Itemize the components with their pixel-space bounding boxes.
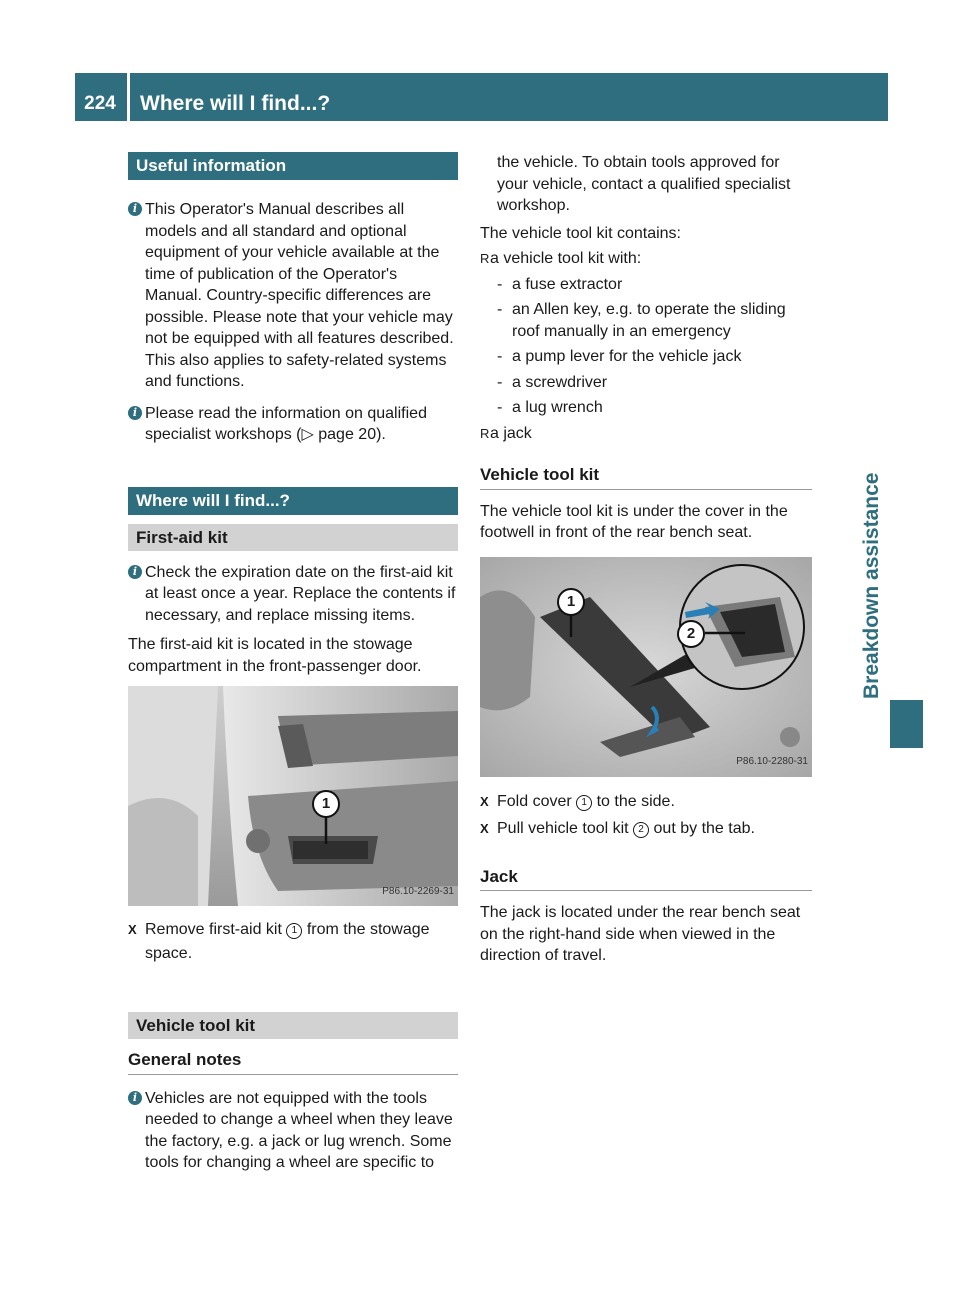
page-title: Where will I find...? xyxy=(140,92,331,115)
jack-location: The jack is located under the rear bench seat on the right-hand side when viewed in the direction of travel. xyxy=(480,904,801,964)
info-icon: i xyxy=(128,202,142,216)
info-icon: i xyxy=(128,1091,142,1105)
step-text: out by the tab. xyxy=(653,820,755,837)
continued-text: the vehicle. To obtain tools approved for your vehicle, contact a qualified specialist workshop. xyxy=(497,154,791,214)
dash-marker: - xyxy=(497,301,503,318)
sub-list-item xyxy=(480,346,812,368)
info-note-text: Check the expiration date on the first-aid kit at least once a year. Replace the contents if necessary, and replace missing items. xyxy=(145,563,456,624)
list-item xyxy=(480,248,812,270)
side-tab-block xyxy=(890,700,923,748)
useful-info-heading: Useful information xyxy=(128,152,458,180)
contains-intro: The vehicle tool kit contains: xyxy=(480,224,681,242)
callout-2: 2 xyxy=(677,620,705,648)
step-marker: X xyxy=(480,821,489,836)
door-illustration xyxy=(128,686,458,906)
list-item-text: a jack xyxy=(490,424,532,442)
header-divider xyxy=(127,73,130,121)
sub-item-text: a lug wrench xyxy=(512,399,603,416)
contents-list xyxy=(480,248,812,444)
step-text: to the side. xyxy=(596,792,675,810)
figure-code: P86.10-2280-31 xyxy=(736,756,808,767)
where-heading: Where will I find...? xyxy=(128,487,458,515)
step-fold-cover xyxy=(480,791,812,813)
callout-ref-1: 1 xyxy=(576,795,592,811)
step-marker: X xyxy=(128,922,137,937)
page-number: 224 xyxy=(84,93,116,114)
sub-item-text: a fuse extractor xyxy=(512,275,623,293)
sub-list-item xyxy=(480,397,812,419)
bullet-marker: R xyxy=(480,425,490,441)
sub-list-item xyxy=(480,299,812,342)
step-text: Pull vehicle tool kit xyxy=(497,820,629,837)
list-item-text: a vehicle tool kit with: xyxy=(490,250,642,267)
step-pull-tool-kit xyxy=(480,818,812,840)
step-text: Fold cover xyxy=(497,792,572,810)
right-column xyxy=(480,152,812,967)
vtk-location: The vehicle tool kit is under the cover in the footwell in front of the rear bench seat. xyxy=(480,502,788,541)
info-note xyxy=(128,562,458,627)
dash-marker: - xyxy=(497,373,503,391)
sub-list-item xyxy=(480,274,812,296)
first-aid-figure xyxy=(128,686,458,906)
sub-item-text: a pump lever for the vehicle jack xyxy=(512,348,742,365)
dash-marker: - xyxy=(497,348,503,365)
step-marker: X xyxy=(480,793,489,809)
tool-kit-figure xyxy=(480,557,812,777)
list-item xyxy=(480,423,812,445)
bullet-marker: R xyxy=(480,251,490,266)
jack-heading: Jack xyxy=(480,866,812,892)
general-notes-heading: General notes xyxy=(128,1049,458,1075)
info-note xyxy=(128,199,458,393)
figure-code: P86.10-2269-31 xyxy=(382,885,454,897)
side-tab-label: Breakdown assistance xyxy=(860,472,883,699)
callout-ref-2: 2 xyxy=(633,822,649,838)
info-icon: i xyxy=(128,565,142,579)
info-note-text: Please read the information on qualified specialist workshops (▷ page 20). xyxy=(145,404,427,443)
callout-ref-1: 1 xyxy=(286,923,302,939)
left-column xyxy=(128,152,458,1174)
info-icon: i xyxy=(128,406,142,420)
sub-item-text: a screwdriver xyxy=(512,373,608,391)
callout-1: 1 xyxy=(557,588,585,616)
first-aid-location: The first-aid kit is located in the stowage compartment in the front-passenger door. xyxy=(128,636,422,675)
dash-marker: - xyxy=(497,275,503,293)
side-tab xyxy=(860,121,918,699)
info-note-text: This Operator's Manual describes all models and all standard and optional equipment of your vehicle available at the time of publication of the Operator's Manual. Country-specific differences are possible. Please note that your vehicle may not be equipped with all features described. This also applies to safety-related systems and functions. xyxy=(145,201,454,390)
step-remove-first-aid xyxy=(128,918,458,966)
info-note-text: Vehicles are not equipped with the tools needed to change a wheel when they leave the factory, e.g. a jack or lug wrench. Some tools for changing a wheel are specific to xyxy=(145,1089,453,1171)
step-text: from the stowage space. xyxy=(145,921,430,962)
info-note xyxy=(128,1088,458,1174)
step-text: Remove first-aid kit xyxy=(145,921,282,938)
sub-item-text: an Allen key, e.g. to operate the sliding roof manually in an emergency xyxy=(512,301,786,340)
dash-marker: - xyxy=(497,399,503,416)
footwell-illustration xyxy=(480,557,812,777)
tool-kit-heading: Vehicle tool kit xyxy=(128,1012,458,1039)
sub-list-item xyxy=(480,372,812,394)
first-aid-heading: First-aid kit xyxy=(128,524,458,551)
vtk-heading: Vehicle tool kit xyxy=(480,464,812,490)
info-note xyxy=(128,403,458,446)
callout-1: 1 xyxy=(312,790,340,818)
